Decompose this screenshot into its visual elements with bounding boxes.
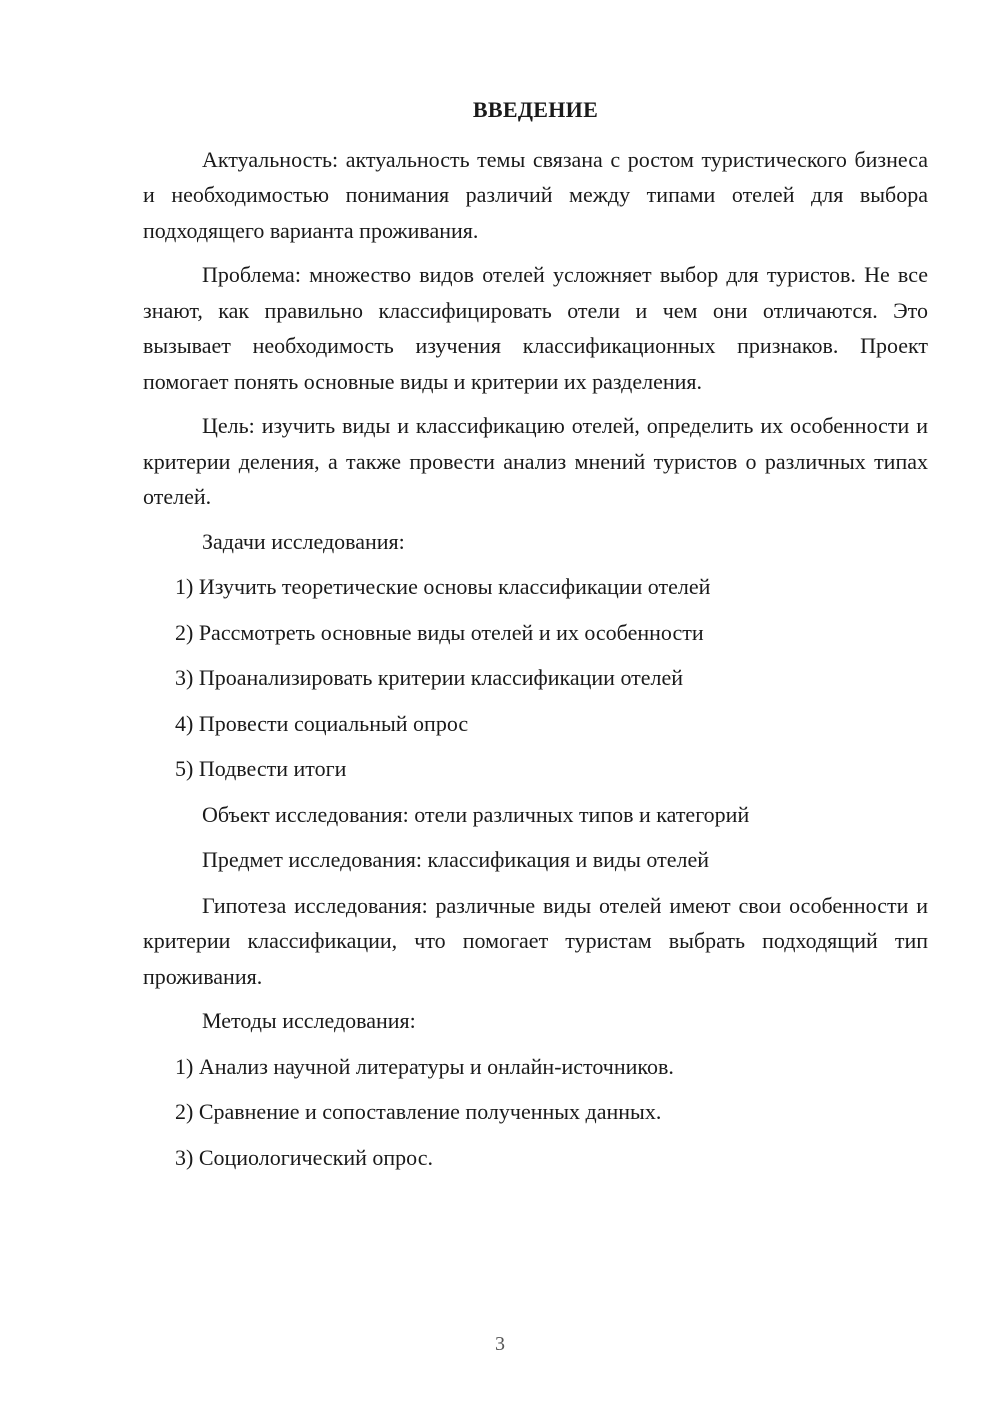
method-item: 1) Анализ научной литературы и онлайн-источников.	[175, 1053, 674, 1079]
task-item: 5) Подвести итоги	[175, 756, 347, 781]
document-page	[143, 92, 928, 1185]
goal-paragraph: Цель: изучить виды и классификацию отелей, определить их особенности и критерии деления, а также провести анализ мнений туристов о различных типах отелей.	[143, 413, 928, 509]
relevance-paragraph: Актуальность: актуальность темы связана с ростом туристического бизнеса и необходимостью понимания различий между типами отелей для выбора подходящего варианта проживания.	[143, 146, 928, 243]
task-item: 1) Изучить теоретические основы классификации отелей	[175, 574, 711, 599]
subject-paragraph: Предмет исследования: классификация и виды отелей	[202, 847, 710, 872]
task-item: 3) Проанализировать критерии классификации отелей	[175, 665, 684, 690]
object-paragraph: Объект исследования: отели различных типов и категорий	[202, 801, 750, 827]
method-item: 2) Сравнение и сопоставление полученных данных.	[175, 1099, 662, 1124]
task-item: 4) Провести социальный опрос	[175, 710, 469, 736]
method-item: 3) Социологический опрос.	[175, 1144, 433, 1170]
problem-paragraph: Проблема: множество видов отелей усложняет выбор для туристов. Не все знают, как правильно классифицировать отели и чем они отличаются. Это вызывает необходимость изучения классификационных признаков. Проект помогает понять основные виды и критерии их разделения.	[143, 262, 928, 394]
methods-heading: Методы исследования:	[202, 1008, 416, 1033]
page-number: 3	[495, 1333, 505, 1355]
tasks-heading: Задачи исследования:	[202, 528, 405, 554]
task-item: 2) Рассмотреть основные виды отелей и их особенности	[175, 619, 704, 645]
hypothesis-paragraph: Гипотеза исследования: различные виды отелей имеют свои особенности и критерии классификации, что помогает туристам выбрать подходящий тип проживания.	[143, 892, 928, 989]
section-title: ВВЕДЕНИЕ	[472, 97, 599, 122]
